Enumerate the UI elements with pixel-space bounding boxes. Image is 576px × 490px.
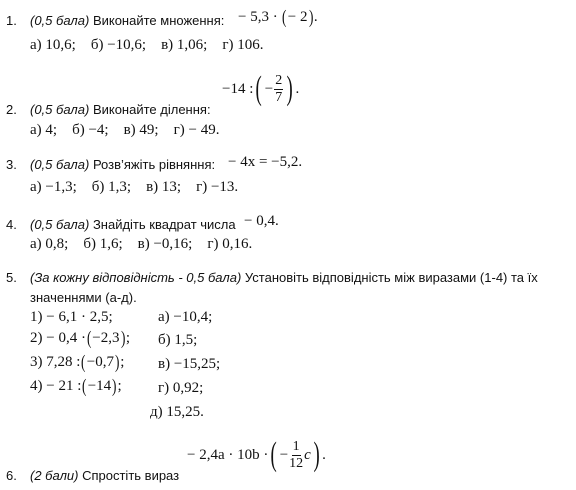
q5-left-2-label: 2) − 0,4 · xyxy=(30,330,86,346)
q5-right-d: г) 0,92; xyxy=(158,380,204,396)
q5-left-2 xyxy=(30,329,130,348)
q5-right-c: в) −15,25; xyxy=(158,356,221,372)
q2-expr-minus: − xyxy=(264,80,274,97)
q5-left-3-label: 3) 7,28 : xyxy=(30,354,81,370)
q1-prompt-text: Виконайте множення: xyxy=(92,13,225,28)
q6-expr-minus: − xyxy=(279,446,289,463)
q2-options xyxy=(30,123,219,138)
q6-prompt-text: Спростіть вираз xyxy=(82,468,180,483)
q6-number: 6. xyxy=(6,468,17,483)
q3-prompt-text: Розв’яжіть рівняння: xyxy=(92,157,216,172)
q5-left-2-rparen: ) xyxy=(120,328,125,349)
q2-prompt xyxy=(30,103,211,116)
q4-number: 4. xyxy=(6,217,17,232)
q3-prompt xyxy=(30,158,215,171)
q2-option-b: б) −4; xyxy=(72,122,109,138)
q5-left-1: 1) − 6,1 · 2,5; xyxy=(30,309,113,325)
q4-option-d: г) 0,16. xyxy=(207,236,253,252)
q2-lparen: ( xyxy=(255,70,263,107)
q1-expr-left: − 5,3 · xyxy=(238,8,282,25)
q6-points: (2 бали) xyxy=(30,468,79,483)
q2-number: 2. xyxy=(6,102,17,117)
q4-prompt xyxy=(30,218,236,231)
q1-option-a: а) 10,6; xyxy=(30,37,76,53)
q2-prompt-text: Виконайте ділення: xyxy=(92,102,211,117)
q5-right-e: д) 15,25. xyxy=(150,404,204,420)
q5-prompt-line1 xyxy=(30,271,538,284)
q1-prompt xyxy=(30,14,224,27)
q4-option-b: б) 1,6; xyxy=(83,236,123,252)
q2-option-a: а) 4; xyxy=(30,122,58,138)
q6-prompt xyxy=(30,469,179,482)
q5-right-a: а) −10,4; xyxy=(158,309,213,325)
q1-rparen: ) xyxy=(308,7,313,28)
q5-left-4-label: 4) − 21 : xyxy=(30,378,82,394)
q5-left-3-rparen: ) xyxy=(114,352,120,373)
q5-left-3-inner: −0,7 xyxy=(86,354,114,370)
q6-rparen: ) xyxy=(313,436,320,473)
q5-left-2-lparen: ( xyxy=(86,328,92,349)
q2-fraction xyxy=(274,74,283,105)
q1-number: 1. xyxy=(6,13,17,28)
q6-expression: − 2,4a · 10b · ( − $\frac{1}{12}$ c ) . xyxy=(187,436,326,473)
q4-options xyxy=(30,237,252,252)
q4-points: (0,5 бала) xyxy=(30,217,90,232)
q3-options xyxy=(30,180,238,195)
q2-option-c: в) 49; xyxy=(123,122,159,138)
q2-frac-den: 7 xyxy=(275,89,283,105)
q5-left-4-lparen: ( xyxy=(82,376,87,397)
q1-expr-inner: − 2 xyxy=(287,8,308,25)
q2-frac-num: 2 xyxy=(275,72,283,88)
q5-left-3-lparen: ( xyxy=(81,352,86,373)
q1-option-d: г) 106. xyxy=(222,37,264,53)
q5-number: 5. xyxy=(6,270,17,285)
q5-prompt-text: Установіть відповідність між виразами (1-4) та їх xyxy=(244,270,538,285)
q1-points: (0,5 бала) xyxy=(30,13,90,28)
q6-fraction xyxy=(289,440,303,471)
q6-expr-var: c xyxy=(304,446,311,463)
q3-number: 3. xyxy=(6,157,17,172)
q5-prompt-line2: значеннями (а-д). xyxy=(30,290,137,305)
q6-expr-left: − 2,4a · 10b · xyxy=(187,446,269,463)
q3-option-b: б) 1,3; xyxy=(91,179,132,195)
q5-left-4-inner: −14 xyxy=(87,378,112,394)
q5-right-b: б) 1,5; xyxy=(158,332,198,348)
q5-left-2-inner: −2,3 xyxy=(92,330,120,346)
q2-expression: −14 : ( − $\frac{2}{7}$ ) . xyxy=(222,70,300,107)
q5-left-4-rparen: ) xyxy=(112,376,117,397)
q5-left-2-tail: ; xyxy=(125,330,130,346)
q2-expr-left: −14 : xyxy=(222,80,254,97)
q5-left-3 xyxy=(30,353,124,372)
q2-rparen: ) xyxy=(286,70,293,107)
q2-option-d: г) − 49. xyxy=(173,122,220,138)
q5-left-3-tail: ; xyxy=(120,354,125,370)
q4-option-c: в) −0,16; xyxy=(137,236,193,252)
q4-value: − 0,4. xyxy=(244,213,279,229)
q6-frac-num: 1 xyxy=(292,438,300,454)
q1-options xyxy=(30,38,264,53)
q6-frac-den: 12 xyxy=(289,455,304,471)
q3-equation: − 4x = −5,2. xyxy=(228,154,303,170)
q1-option-b: б) −10,6; xyxy=(90,37,147,53)
q3-option-a: а) −1,3; xyxy=(30,179,77,195)
q1-option-c: в) 1,06; xyxy=(161,37,208,53)
q6-lparen: ( xyxy=(270,436,278,473)
q1-lparen: ( xyxy=(282,7,287,28)
q1-expression: − 5,3 · (− 2). xyxy=(238,7,318,28)
q3-points: (0,5 бала) xyxy=(30,157,90,172)
q3-option-d: г) −13. xyxy=(196,179,239,195)
q4-option-a: а) 0,8; xyxy=(30,236,69,252)
q5-left-4 xyxy=(30,377,122,396)
q4-prompt-text: Знайдіть квадрат числа xyxy=(92,217,236,232)
q5-points: (За кожну відповідність - 0,5 бала) xyxy=(30,270,242,285)
q2-points: (0,5 бала) xyxy=(30,102,90,117)
q5-left-4-tail: ; xyxy=(117,378,122,394)
q3-option-c: в) 13; xyxy=(146,179,182,195)
